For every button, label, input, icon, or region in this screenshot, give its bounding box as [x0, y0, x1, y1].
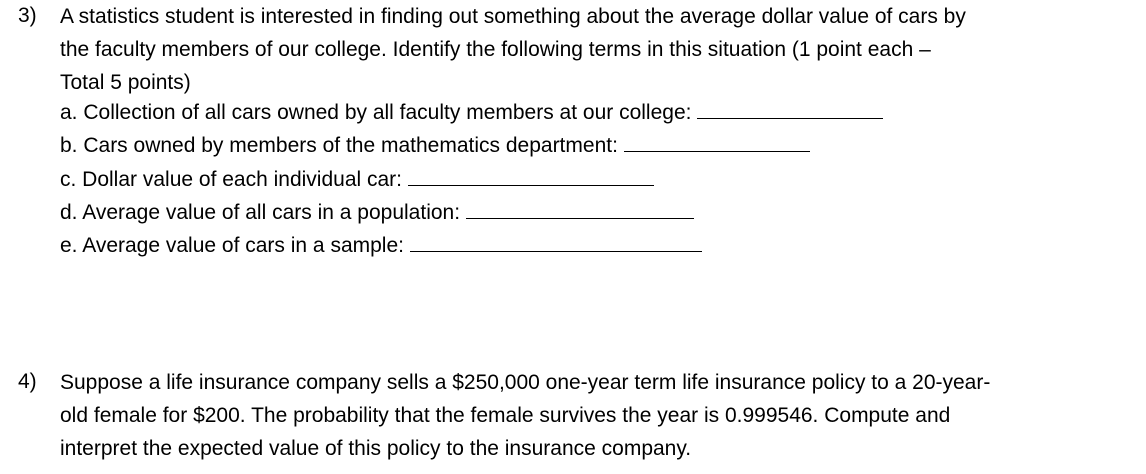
item-c-answer-blank[interactable] [408, 165, 654, 186]
question-3-number: 3) [18, 4, 37, 27]
item-a-label: a. Collection of all cars owned by all faculty members at our college: [60, 101, 692, 124]
question-3-item-a [60, 98, 883, 128]
question-3-line-1: A statistics student is interested in finding out something about the average dollar value of cars by [60, 5, 966, 28]
item-c-label: c. Dollar value of each individual car: [60, 168, 403, 191]
question-3-line-3: Total 5 points) [60, 71, 191, 94]
item-d-answer-blank[interactable] [466, 198, 694, 219]
question-4-prompt [60, 366, 1135, 465]
question-3-item-e [60, 231, 702, 261]
question-4-line-2: old female for $200. The probability that the female survives the year is 0.999546. Compute and [60, 404, 951, 427]
question-4-line-3: interpret the expected value of this policy to the insurance company. [60, 437, 692, 460]
question-3-item-d [60, 198, 694, 228]
question-3-item-b [60, 131, 810, 161]
question-4-number: 4) [18, 370, 37, 393]
question-3-item-c [60, 165, 654, 195]
item-a-answer-blank[interactable] [697, 98, 883, 119]
question-3-line-2: the faculty members of our college. Identify the following terms in this situation (1 point each – [60, 38, 931, 61]
item-d-label: d. Average value of all cars in a population: [60, 201, 461, 224]
question-4-line-1: Suppose a life insurance company sells a $250,000 one-year term life insurance policy to a 20-year- [60, 371, 991, 394]
question-3-prompt [60, 0, 1135, 99]
item-e-answer-blank[interactable] [410, 231, 702, 252]
item-b-label: b. Cars owned by members of the mathematics department: [60, 134, 618, 157]
item-e-label: e. Average value of cars in a sample: [60, 234, 404, 257]
item-b-answer-blank[interactable] [624, 131, 810, 152]
